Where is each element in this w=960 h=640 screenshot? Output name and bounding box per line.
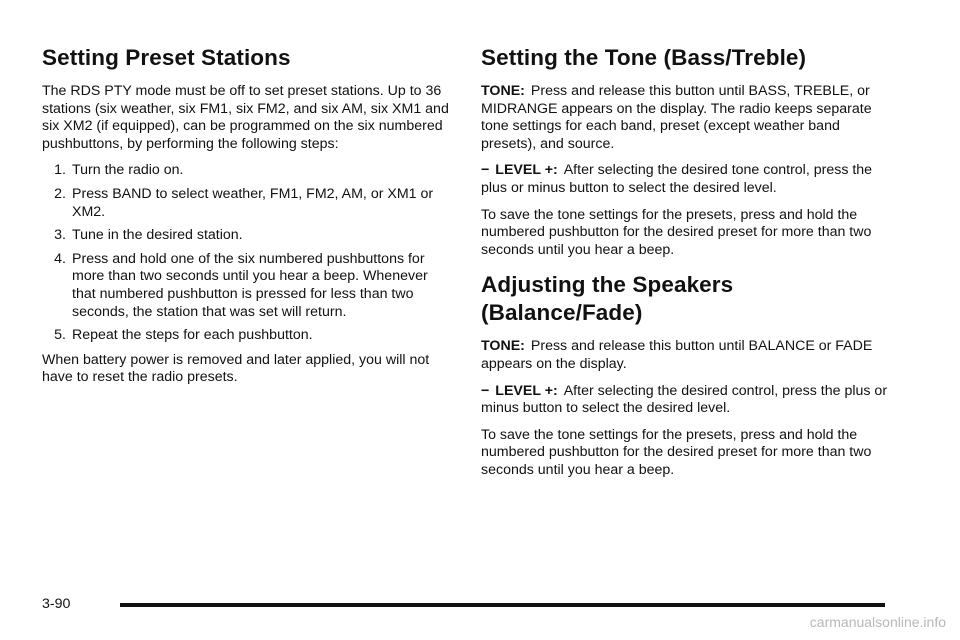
step-text: Press and hold one of the six numbered pushbuttons for more than two seconds until you hear a beep. Whenever that numbered pushbutton is pressed for less than two seconds, the station that was set will return. — [72, 250, 428, 320]
page-number: 3-90 — [42, 596, 71, 612]
list-item — [42, 227, 450, 245]
step-number: 5. — [54, 327, 66, 344]
list-item — [42, 186, 450, 221]
step-text: Turn the radio on. — [72, 162, 184, 179]
tone-button-text: Press and release this button until BASS, TREBLE, or MIDRANGE appears on the display. The radio keeps separate tone settings for each band, preset (except weather band presets), and source. — [481, 83, 872, 152]
left-column — [42, 44, 450, 396]
speakers-button-paragraph — [481, 338, 897, 373]
level-term: LEVEL +: — [495, 162, 558, 179]
step-number: 4. — [54, 250, 66, 267]
level-term: LEVEL +: — [495, 382, 558, 399]
list-item — [42, 251, 450, 321]
tone-save-paragraph: To save the tone settings for the presets, press and hold the numbered pushbutton for the desired preset for more than two seconds until you hear a beep. — [481, 206, 872, 258]
list-item — [42, 327, 450, 345]
step-number: 1. — [54, 162, 66, 179]
speakers-heading: Adjusting the Speakers (Balance/Fade) — [481, 272, 734, 326]
speakers-level-text: After selecting the desired control, press the plus or minus button to select the desired level. — [481, 382, 888, 417]
step-text: Repeat the steps for each pushbutton. — [72, 327, 313, 344]
tone-term: TONE: — [481, 83, 525, 99]
tone-level-paragraph — [481, 162, 897, 197]
preset-outro-paragraph: When battery power is removed and later applied, you will not have to reset the radio presets. — [42, 351, 430, 386]
right-column — [481, 44, 897, 489]
step-text: Tune in the desired station. — [72, 227, 243, 244]
list-item — [42, 162, 450, 180]
step-number: 3. — [54, 227, 66, 244]
tone-heading: Setting the Tone (Bass/Treble) — [481, 45, 807, 70]
speakers-save-paragraph: To save the tone settings for the presets, press and hold the numbered pushbutton for the desired preset for more than two seconds until you hear a beep. — [481, 426, 872, 478]
step-text: Press BAND to select weather, FM1, FM2, AM, or XM1 or XM2. — [72, 185, 434, 220]
speakers-button-text: Press and release this button until BALANCE or FADE appears on the display. — [481, 338, 873, 372]
tone-term: TONE: — [481, 338, 525, 355]
step-number: 2. — [54, 185, 66, 202]
preset-intro-paragraph: The RDS PTY mode must be off to set preset stations. Up to 36 stations (six weather, six FM1, six FM2, and six AM, six XM1 and six XM2 (if equipped), can be programmed on the six numbered pushbuttons, by performing the following steps: — [42, 83, 449, 152]
minus-icon: − — [481, 382, 490, 399]
preset-steps-list — [42, 162, 450, 344]
preset-stations-heading: Setting Preset Stations — [42, 45, 291, 70]
watermark: carmanualsonline.info — [809, 614, 946, 630]
tone-button-paragraph — [481, 83, 897, 153]
speakers-level-paragraph — [481, 383, 897, 418]
footer-divider — [120, 603, 885, 607]
minus-icon: − — [481, 162, 490, 179]
tone-level-text: After selecting the desired tone control, press the plus or minus button to select the desired level. — [481, 162, 873, 196]
